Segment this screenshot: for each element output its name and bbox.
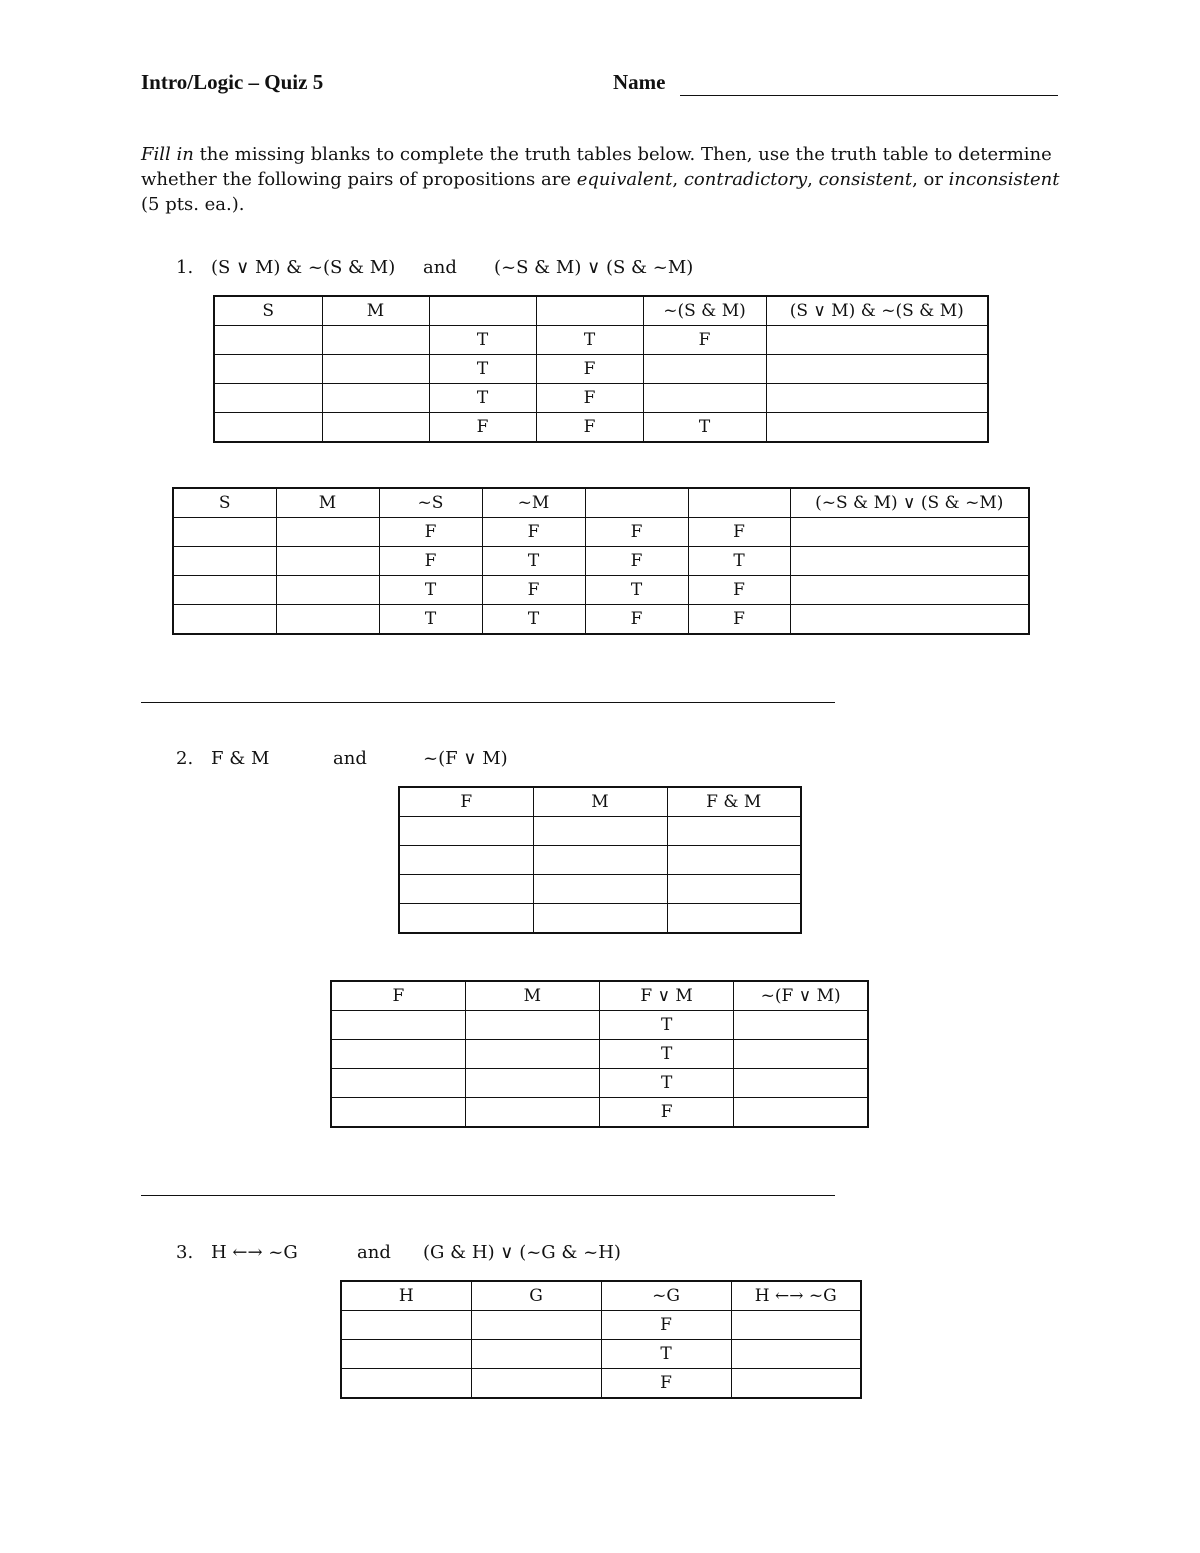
truth-value-cell: F <box>600 1098 734 1128</box>
blank-answer-cell[interactable] <box>465 1069 599 1098</box>
truth-value-cell: F <box>643 326 766 355</box>
blank-answer-cell[interactable] <box>667 875 801 904</box>
term-equivalent: equivalent <box>576 169 673 190</box>
truth-value-cell: F <box>688 605 790 635</box>
column-header: (~S & M) ∨ (S & ~M) <box>790 488 1029 518</box>
blank-answer-cell[interactable] <box>214 355 322 384</box>
q3-number: 3. <box>176 1242 194 1263</box>
blank-answer-cell[interactable] <box>322 355 429 384</box>
column-header: M <box>465 981 599 1011</box>
blank-answer-cell[interactable] <box>173 605 276 635</box>
truth-value-cell: F <box>536 355 643 384</box>
truth-value-cell: T <box>585 576 688 605</box>
q3-left-proposition: H ←→ ~G <box>211 1242 298 1263</box>
truth-value-cell: F <box>536 413 643 443</box>
term-contradictory: contradictory <box>683 169 808 190</box>
blank-answer-cell[interactable] <box>766 355 988 384</box>
table-row <box>214 413 988 443</box>
truth-value-cell: T <box>600 1069 734 1098</box>
blank-answer-cell[interactable] <box>734 1069 868 1098</box>
blank-answer-cell[interactable] <box>790 518 1029 547</box>
table-row <box>341 1340 861 1369</box>
column-header: ~(S & M) <box>643 296 766 326</box>
column-header: S <box>173 488 276 518</box>
column-header: ~M <box>482 488 585 518</box>
term-inconsistent: inconsistent <box>948 169 1060 190</box>
q1-left-proposition: (S ∨ M) & ~(S & M) <box>211 257 396 278</box>
name-field-line[interactable] <box>680 95 1058 96</box>
blank-answer-cell[interactable] <box>399 846 533 875</box>
blank-answer-cell[interactable] <box>471 1311 601 1340</box>
blank-answer-cell[interactable] <box>341 1340 471 1369</box>
blank-answer-cell[interactable] <box>465 1098 599 1128</box>
truth-value-cell: F <box>585 518 688 547</box>
truth-value-cell: T <box>688 547 790 576</box>
column-header: M <box>322 296 429 326</box>
table-row <box>331 1098 868 1128</box>
q1-number: 1. <box>176 257 194 278</box>
blank-answer-cell[interactable] <box>276 547 379 576</box>
blank-answer-cell[interactable] <box>533 846 667 875</box>
column-header: G <box>471 1281 601 1311</box>
blank-answer-cell[interactable] <box>643 355 766 384</box>
truth-value-cell: T <box>429 355 536 384</box>
blank-answer-cell[interactable] <box>341 1311 471 1340</box>
table-row <box>341 1369 861 1399</box>
table-row <box>173 547 1029 576</box>
truth-value-cell: T <box>482 547 585 576</box>
column-header <box>585 488 688 518</box>
q3-truth-table-a <box>340 1280 862 1399</box>
instructions-points: (5 pts. ea.). <box>141 194 245 215</box>
column-header <box>688 488 790 518</box>
blank-answer-cell[interactable] <box>322 384 429 413</box>
q1-truth-table-b <box>172 487 1030 635</box>
blank-answer-cell[interactable] <box>790 576 1029 605</box>
column-header: H <box>341 1281 471 1311</box>
blank-answer-cell[interactable] <box>766 326 988 355</box>
table-row <box>399 875 801 904</box>
truth-value-cell: F <box>482 576 585 605</box>
blank-answer-cell[interactable] <box>331 1011 465 1040</box>
instructions-comma: , <box>807 169 819 190</box>
q3-and: and <box>357 1242 391 1263</box>
truth-value-cell: F <box>585 547 688 576</box>
blank-answer-cell[interactable] <box>734 1011 868 1040</box>
table-row <box>341 1311 861 1340</box>
blank-answer-cell[interactable] <box>667 846 801 875</box>
blank-answer-cell[interactable] <box>533 875 667 904</box>
blank-answer-cell[interactable] <box>173 518 276 547</box>
column-header <box>536 296 643 326</box>
truth-value-cell: T <box>643 413 766 443</box>
column-header: ~S <box>379 488 482 518</box>
blank-answer-cell[interactable] <box>276 518 379 547</box>
section-divider <box>141 1195 835 1196</box>
blank-answer-cell[interactable] <box>214 384 322 413</box>
blank-answer-cell[interactable] <box>471 1369 601 1399</box>
blank-answer-cell[interactable] <box>734 1040 868 1069</box>
blank-answer-cell[interactable] <box>643 384 766 413</box>
column-header: F <box>331 981 465 1011</box>
truth-value-cell: F <box>379 518 482 547</box>
column-header <box>429 296 536 326</box>
truth-value-cell: T <box>429 326 536 355</box>
q2-right-proposition: ~(F ∨ M) <box>423 748 508 769</box>
blank-answer-cell[interactable] <box>766 384 988 413</box>
blank-answer-cell[interactable] <box>533 904 667 934</box>
blank-answer-cell[interactable] <box>276 576 379 605</box>
q3-right-proposition: (G & H) ∨ (~G & ~H) <box>423 1242 621 1263</box>
blank-answer-cell[interactable] <box>790 547 1029 576</box>
column-header: M <box>533 787 667 817</box>
blank-answer-cell[interactable] <box>399 904 533 934</box>
column-header: M <box>276 488 379 518</box>
table-row <box>399 904 801 934</box>
blank-answer-cell[interactable] <box>173 547 276 576</box>
column-header: F ∨ M <box>600 981 734 1011</box>
column-header: F & M <box>667 787 801 817</box>
truth-value-cell: F <box>482 518 585 547</box>
blank-answer-cell[interactable] <box>214 326 322 355</box>
blank-answer-cell[interactable] <box>790 605 1029 635</box>
truth-value-cell: T <box>600 1040 734 1069</box>
truth-value-cell: F <box>601 1369 731 1399</box>
table-row <box>399 817 801 846</box>
q1-right-proposition: (~S & M) ∨ (S & ~M) <box>494 257 694 278</box>
truth-value-cell: F <box>688 518 790 547</box>
truth-value-cell: T <box>601 1340 731 1369</box>
table-row <box>331 1069 868 1098</box>
blank-answer-cell[interactable] <box>341 1369 471 1399</box>
truth-value-cell: T <box>379 605 482 635</box>
table-row <box>173 605 1029 635</box>
truth-value-cell: F <box>688 576 790 605</box>
truth-value-cell: F <box>536 384 643 413</box>
blank-answer-cell[interactable] <box>667 904 801 934</box>
column-header: (S ∨ M) & ~(S & M) <box>766 296 988 326</box>
table-header-row <box>331 981 868 1011</box>
blank-answer-cell[interactable] <box>399 875 533 904</box>
q2-left-proposition: F & M <box>211 748 270 769</box>
blank-answer-cell[interactable] <box>731 1369 861 1399</box>
q1-truth-table-a <box>213 295 989 443</box>
blank-answer-cell[interactable] <box>667 817 801 846</box>
blank-answer-cell[interactable] <box>465 1040 599 1069</box>
table-row <box>399 846 801 875</box>
column-header: ~(F ∨ M) <box>734 981 868 1011</box>
truth-value-cell: F <box>379 547 482 576</box>
blank-answer-cell[interactable] <box>399 817 533 846</box>
table-row <box>214 355 988 384</box>
table-row <box>331 1040 868 1069</box>
name-label: Name <box>613 70 666 94</box>
truth-value-cell: F <box>585 605 688 635</box>
truth-value-cell: T <box>536 326 643 355</box>
table-row <box>173 518 1029 547</box>
table-header-row <box>214 296 988 326</box>
truth-value-cell: T <box>482 605 585 635</box>
table-row <box>331 1011 868 1040</box>
instructions <box>141 142 1066 217</box>
blank-answer-cell[interactable] <box>766 413 988 443</box>
blank-answer-cell[interactable] <box>734 1098 868 1128</box>
table-header-row <box>399 787 801 817</box>
instructions-fill-in: Fill in <box>141 144 194 165</box>
blank-answer-cell[interactable] <box>731 1340 861 1369</box>
q2-truth-table-b <box>330 980 869 1128</box>
blank-answer-cell[interactable] <box>276 605 379 635</box>
blank-answer-cell[interactable] <box>322 326 429 355</box>
q2-truth-table-a <box>398 786 802 934</box>
q1-and: and <box>423 257 457 278</box>
term-consistent: consistent <box>818 169 913 190</box>
blank-answer-cell[interactable] <box>465 1011 599 1040</box>
blank-answer-cell[interactable] <box>731 1311 861 1340</box>
table-header-row <box>173 488 1029 518</box>
truth-value-cell: T <box>379 576 482 605</box>
truth-value-cell: F <box>601 1311 731 1340</box>
truth-value-cell: F <box>429 413 536 443</box>
instructions-text: the missing blanks to complete the truth tables below. Then, use the truth table to determine whether the following pairs of propositions are <box>141 144 1052 190</box>
q2-number: 2. <box>176 748 194 769</box>
table-row <box>214 384 988 413</box>
instructions-or: , or <box>912 169 949 190</box>
column-header: F <box>399 787 533 817</box>
instructions-comma: , <box>672 169 684 190</box>
blank-answer-cell[interactable] <box>214 413 322 443</box>
q2-and: and <box>333 748 367 769</box>
table-header-row <box>341 1281 861 1311</box>
blank-answer-cell[interactable] <box>331 1069 465 1098</box>
section-divider <box>141 702 835 703</box>
blank-answer-cell[interactable] <box>331 1098 465 1128</box>
table-row <box>173 576 1029 605</box>
blank-answer-cell[interactable] <box>471 1340 601 1369</box>
blank-answer-cell[interactable] <box>331 1040 465 1069</box>
blank-answer-cell[interactable] <box>173 576 276 605</box>
column-header: ~G <box>601 1281 731 1311</box>
truth-value-cell: T <box>429 384 536 413</box>
blank-answer-cell[interactable] <box>533 817 667 846</box>
truth-value-cell: T <box>600 1011 734 1040</box>
quiz-title: Intro/Logic – Quiz 5 <box>141 70 324 94</box>
column-header: H ←→ ~G <box>731 1281 861 1311</box>
table-row <box>214 326 988 355</box>
column-header: S <box>214 296 322 326</box>
blank-answer-cell[interactable] <box>322 413 429 443</box>
